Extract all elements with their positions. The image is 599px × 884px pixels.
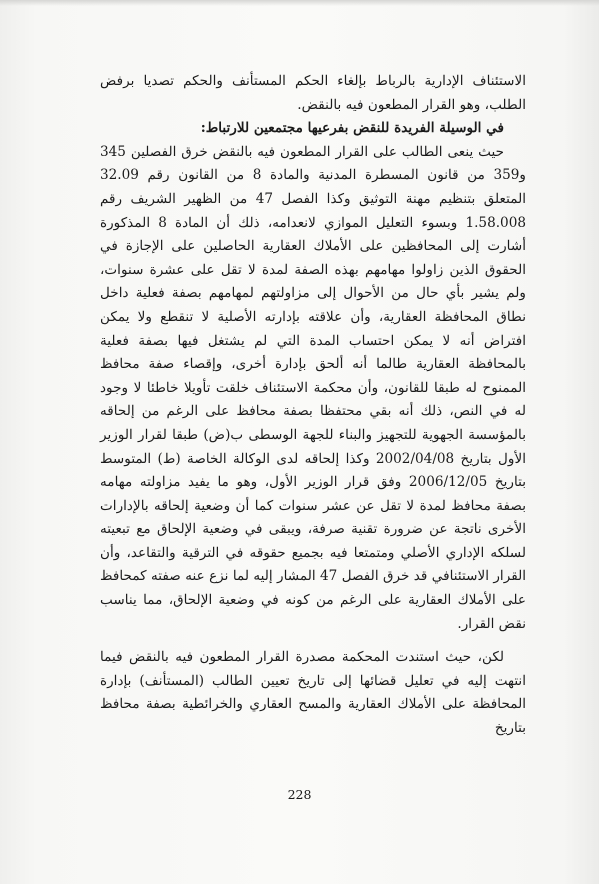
paragraph-court-response: لكن، حيث استندت المحكمة مصدرة القرار المطعون فيه بالنقض فيما انتهت إليه في تعليل قضائها إلى تاريخ تعيين الطالب (المستأنف) بإدارة المحافظة على الأملاك العقارية والمسح العقاري والخرائطية بصفة محافظ بتاريخ: [100, 649, 526, 737]
section-heading: في الوسيلة الفريدة للنقض بفرعيها مجتمعين للارتباط:: [200, 120, 504, 137]
paragraph-appeal-grounds: حيث ينعى الطالب على القرار المطعون فيه بالنقض خرق الفصلين 345 و359 من قانون المسطرة المدنية والمادة 8 من القانون رقم 32.09 المتعلق بتنظيم مهنة التوثيق وكذا الفصل 47 من الظهير الشريف رقم 1.58.008 وبسوء التعليل الموازي لانعدامه، ذلك أن المادة 8 المذكورة أشارت إلى المحافظين على الأملاك العقارية الحاصلين على الإجازة في الحقوق الذين زاولوا مهامهم بهذه الصفة لمدة لا تقل على عشرة سنوات، ولم يشير بأي حال من الأحوال إلى مزاولتهم لمهامهم بصفة فعلية داخل نطاق المحافظة العقارية، وأن علاقته بإدارته الأصلية لا تنقطع ولا يمكن افتراض أنه لا يمكن احتساب المدة التي لم يشتغل فيها بصفة فعلية بالمحافظة العقارية طالما أنه ألحق بإدارة أخرى، وإقصاء صفة محافظ الممنوح له طبقا للقانون، وأن محكمة الاستئناف خلقت تأويلا خاطئا لا وجود له في النص، ذلك أنه بقي محتفظا بصفة محافظ على الرغم من إلحاقه بالمؤسسة الجهوية للتجهيز والبناء للجهة الوسطى ب(ض) طبقا لقرار الوزير الأول بتاريخ 2002/04/08 وكذا إلحاقه لدى الوكالة الخاصة (ط) المتوسط بتاريخ 2006/12/05 وفق قرار الوزير الأول، وهو ما يفيد مزاولته مهامه بصفة محافظ لمدة لا تقل عن عشر سنوات كما أن وضعية إلحاقه بالإدارات الأخرى ناتجة عن ضرورة تقنية صرفة، ويبقى في وضعية الإلحاق مع تبعيته لسلكه الإداري الأصلي ومتمتعا فيه بجميع حقوقه في الترقية والتقاعد، وأن القرار الاستئنافي قد خرق الفصل 47 المشار إليه لما نزع عنه صفته كمحافظ على الأملاك العقارية على الرغم من كونه في وضعية الإلحاق، مما يناسب نقض القرار.: [100, 143, 527, 632]
page-number: 228: [287, 787, 312, 802]
paragraph-continuation: الاستئناف الإدارية بالرباط بإلغاء الحكم المستأنف والحكم تصديا برفض الطلب، وهو القرار المطعون فيه بالنقض.: [100, 73, 526, 113]
page-top-shadow: [0, 0, 599, 6]
page-body-text: [100, 70, 526, 741]
